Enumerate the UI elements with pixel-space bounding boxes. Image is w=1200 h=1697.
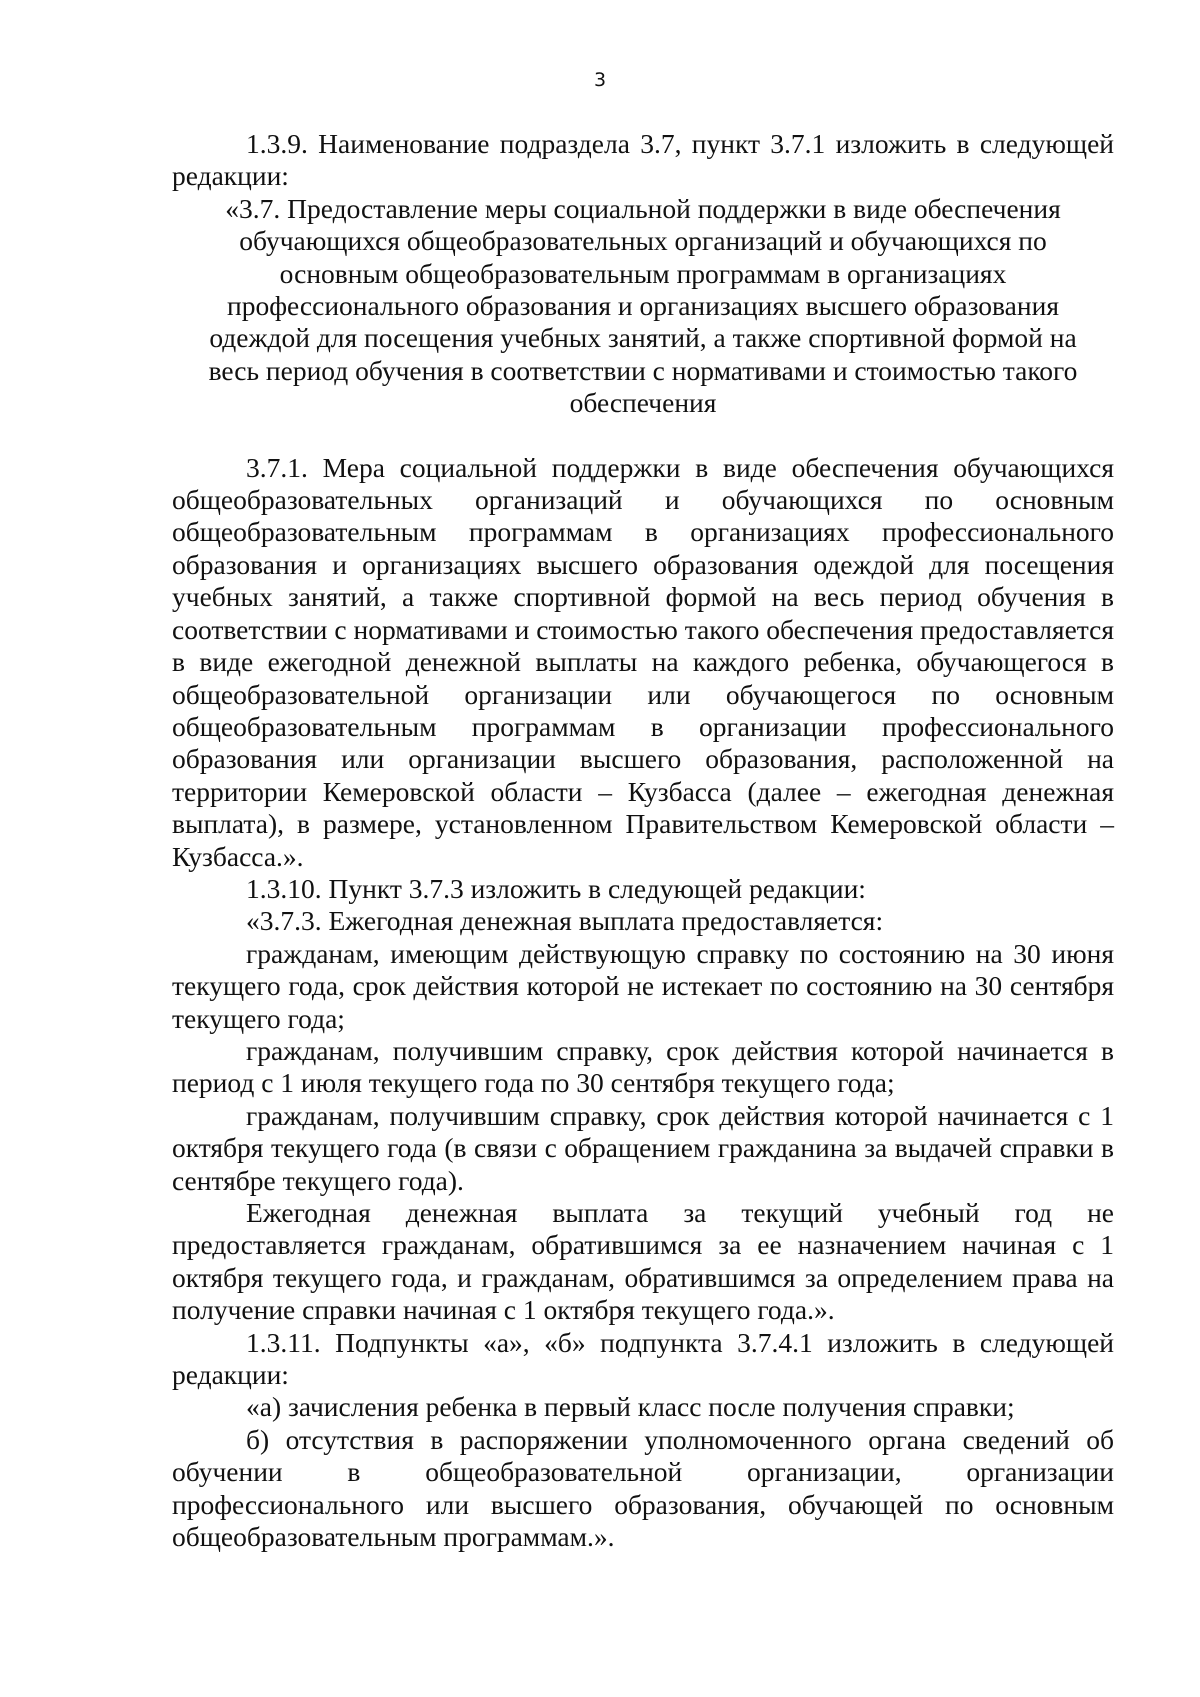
paragraph-3-7-3: «3.7.3. Ежегодная денежная выплата предоставляется: [246, 905, 884, 937]
subsection-heading-3-7: «3.7. Предоставление меры социальной поддержки в виде обеспечения обучающихся общеобразовательных организаций и обучающихся по основным общеобразовательным программам в организациях профессионального образования и организациях высшего образования одеждой для посещения учебных занятий, а также спортивной формой на весь период обучения в соответствии с нормативами и стоимостью такого обеспечения [208, 192, 1078, 419]
paragraph-3-7-1: 3.7.1. Мера социальной поддержки в виде обеспечения обучающихся общеобразовательных организаций и обучающихся по основным общеобразовательным программам в организациях профессионального образования и организациях высшего образования одеждой для посещения учебных занятий, а также спортивной формой на весь период обучения в соответствии с нормативами и стоимостью такого обеспечения предоставляется в виде ежегодной денежной выплаты на каждого ребенка, обучающегося в общеобразовательной организации или обучающегося по основным общеобразовательным программам в организации профессионального образования или организации высшего образования, расположенной на территории Кемеровской области – Кузбасса (далее – ежегодная денежная выплата), в размере, установленном Правительством Кемеровской области – Кузбасса.». [172, 451, 1114, 872]
paragraph-1-3-10: 1.3.10. Пункт 3.7.3 изложить в следующей редакции: [246, 872, 866, 904]
paragraph-citizens-june: гражданам, имеющим действующую справку по состоянию на 30 июня текущего года, срок действия которой не истекает по состоянию на 30 сентября текущего года; [172, 937, 1114, 1034]
page-number: 3 [593, 69, 607, 91]
document-body [172, 128, 1114, 1553]
paragraph-gap [172, 420, 1114, 452]
paragraph-1-3-11: 1.3.11. Подпункты «а», «б» подпункта 3.7.4.1 изложить в следующей редакции: [172, 1326, 1114, 1391]
paragraph-1-3-9: 1.3.9. Наименование подраздела 3.7, пункт 3.7.1 изложить в следующей редакции: [172, 128, 1114, 192]
paragraph-subpoint-a: «а) зачисления ребенка в первый класс после получения справки; [246, 1391, 1015, 1423]
paragraph-citizens-july: гражданам, получившим справку, срок действия которой начинается в период с 1 июля текущего года по 30 сентября текущего года; [172, 1034, 1114, 1099]
paragraph-subpoint-b: б) отсутствия в распоряжении уполномоченного органа сведений об обучении в общеобразовательной организации, организации профессионального или высшего образования, обучающей по основным общеобразовательным программам.». [172, 1423, 1114, 1553]
paragraph-citizens-october: гражданам, получившим справку, срок действия которой начинается с 1 октября текущего года (в связи с обращением гражданина за выдачей справки в сентябре текущего года). [172, 1099, 1114, 1196]
paragraph-annual-payment: Ежегодная денежная выплата за текущий учебный год не предоставляется гражданам, обратившимся за ее назначением начиная с 1 октября текущего года, и гражданам, обратившимся за определением права на получение справки начиная с 1 октября текущего года.». [172, 1197, 1114, 1326]
